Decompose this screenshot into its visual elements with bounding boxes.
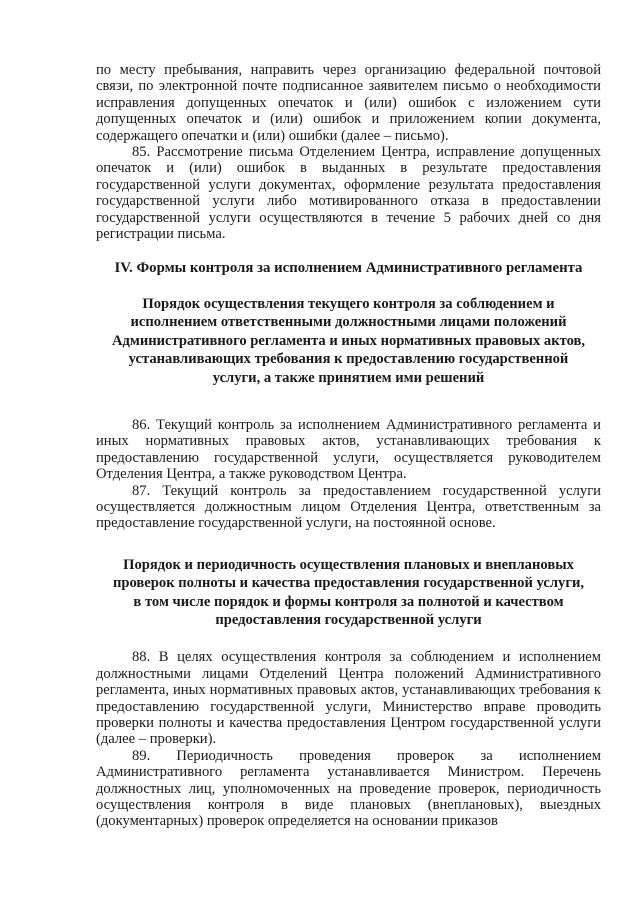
paragraph-86: 86. Текущий контроль за исполнением Административного регламента и иных нормативных правовых актов, устанавливающих требования к предоставлению государственной услуги, осуществляется руководителем Отделения Центра, а также руководством Центра. (96, 416, 601, 483)
section-heading-iv: IV. Формы контроля за исполнением Административного регламента (114, 260, 583, 277)
subsection-heading-periodic-checks: Порядок и периодичность осуществления плановых и внеплановых проверок полноты и качества предоставления государственной услуги, в том числе порядок и формы контроля за полнотой и качеством предоставления государственной услуги (112, 556, 585, 628)
spacer (96, 387, 601, 417)
paragraph-continuation: по месту пребывания, направить через организацию федеральной почтовой связи, по электронной почте подписанное заявителем письмо о необходимости исправления допущенных опечаток и (или) ошибок с изложением сути допущенных опечаток и (или) ошибок и приложением копии документа, содержащего опечатки и (или) ошибки (далее – письмо). (96, 62, 601, 144)
document-page (96, 62, 601, 830)
paragraph-89: 89. Периодичность проведения проверок за исполнением Административного регламента устанавливается Министром. Перечень должностных лиц, уполномоченных на проведение проверок, периодичность осуществления контроля в виде плановых (внеплановых), выездных (документарных) проверок определяется на основании приказов (96, 747, 601, 830)
paragraph-87: 87. Текущий контроль за предоставлением государственной услуги осуществляется должностным лицом Отделения Центра, ответственным за предоставление государственной услуги, на постоянной основе. (96, 482, 601, 532)
spacer (96, 532, 601, 556)
paragraph-88: 88. В целях осуществления контроля за соблюдением и исполнением должностными лицами Отделений Центра положений Административного регламента, иных нормативных правовых актов, устанавливающих требования к предоставлению государственной услуги, Министерство вправе проводить проверки полноты и качества предоставления Центром государственной услуги (далее – проверки). (96, 649, 601, 748)
subsection-heading-current-control: Порядок осуществления текущего контроля за соблюдением и исполнением ответственными должностными лицами положений Административного регламента и иных нормативных правовых актов, устанавливающих требования к предоставлению государственной услуги, а также принятием ими решений (111, 295, 586, 386)
spacer (96, 629, 601, 649)
paragraph-85: 85. Рассмотрение письма Отделением Центра, исправление допущенных опечаток и (или) ошибок в выданных в результате предоставления государственной услуги документах, оформление результата предоставления государственной услуги либо мотивированного отказа в предоставлении государственной услуги осуществляются в течение 5 рабочих дней со дня регистрации письма. (96, 144, 601, 243)
